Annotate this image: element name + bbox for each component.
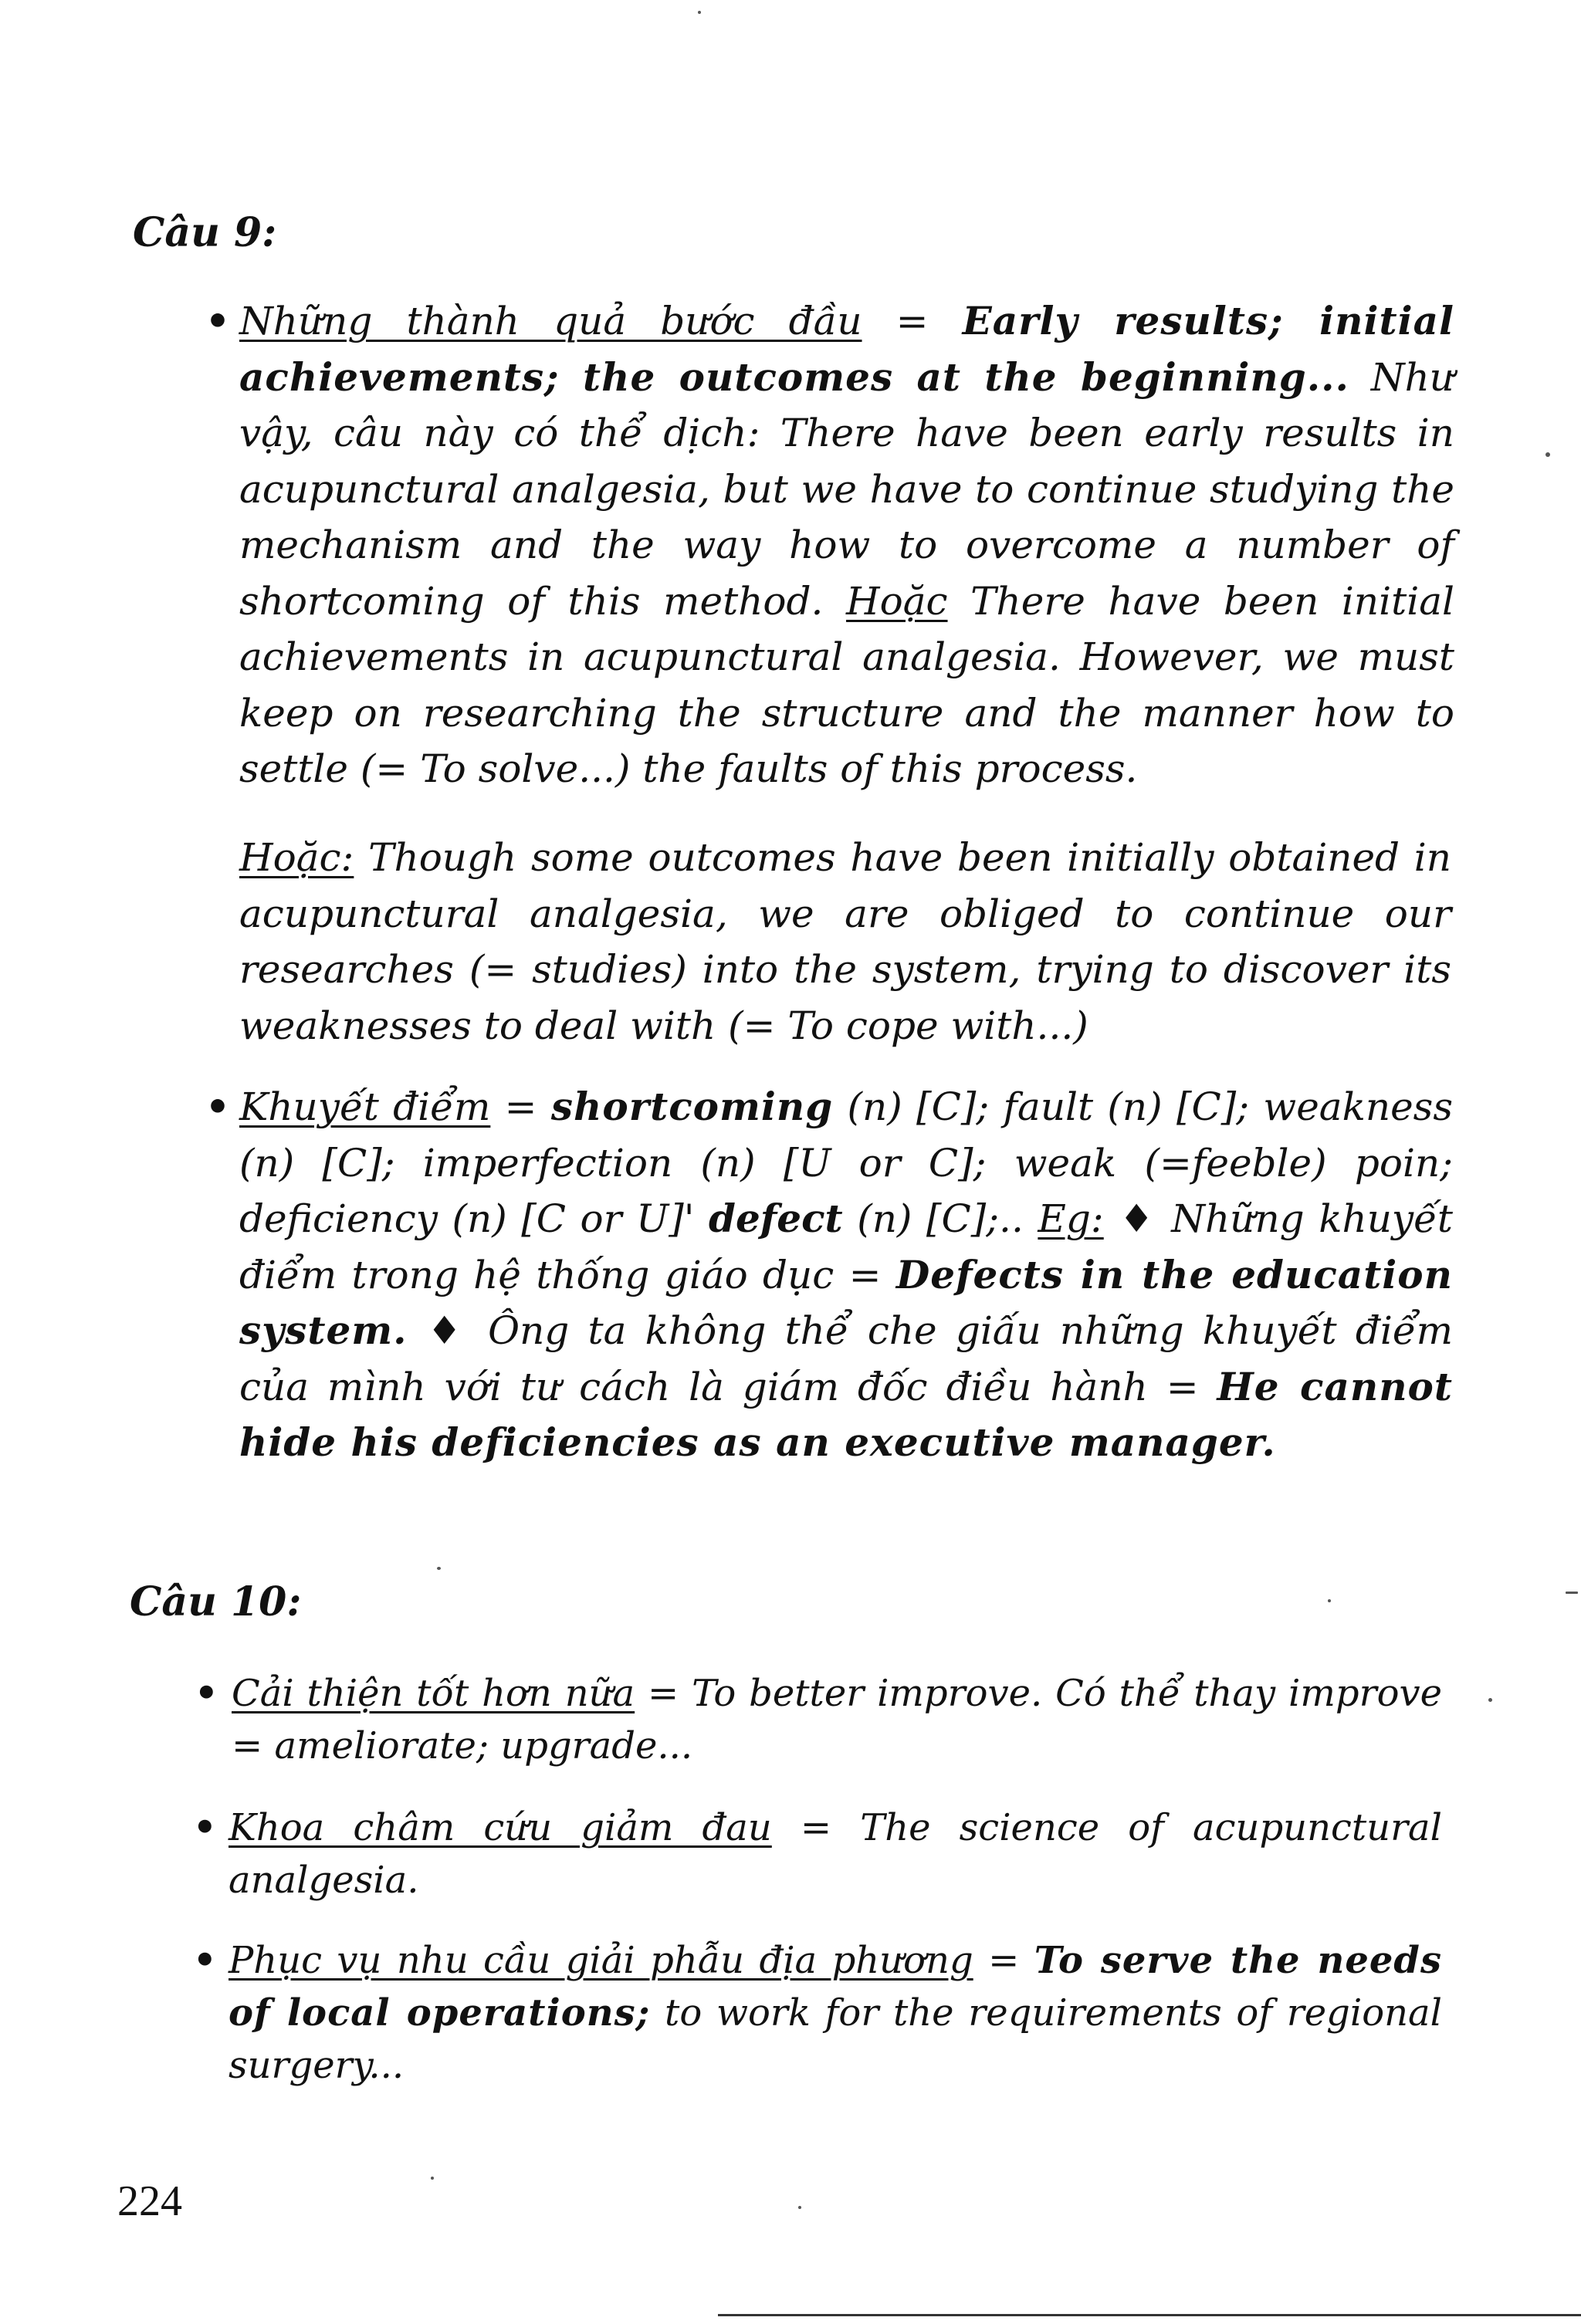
equals-sign: = — [490, 1084, 551, 1129]
english-definition: shortcoming — [550, 1084, 834, 1129]
vietnamese-term: Khoa châm cứu giảm đau — [229, 1806, 772, 1849]
section-heading-cau-10: Câu 10: — [130, 1578, 302, 1625]
bullet: • — [205, 1084, 230, 1129]
bullet-item-khuyet-diem — [205, 1079, 1454, 1471]
example-english-2: He cannot hide his deficiencies as an executive manager. — [239, 1363, 1453, 1465]
bullet-item-nhung-thanh-qua — [205, 293, 1455, 797]
bullet: • — [195, 1672, 218, 1715]
english-definition: To serve the needs of local operations; — [229, 1939, 1443, 2035]
bullet-item-phuc-vu — [193, 1934, 1443, 2092]
scan-speck — [1566, 1592, 1578, 1594]
vietnamese-term: Khuyết điểm — [239, 1084, 491, 1129]
alternative-translation-paragraph — [239, 830, 1451, 1054]
equals-sign: = — [973, 1939, 1034, 1982]
scan-speck — [431, 2177, 434, 2180]
english-definition: Early results; initial achievements; the outcomes at the beginning... — [239, 298, 1455, 400]
example-english-1: Defects in the education system. — [239, 1251, 1453, 1353]
vietnamese-term: Phục vụ nhu cầu giải phẫu địa phương — [229, 1939, 973, 1982]
translation-text: Though some outcomes have been initially obtained in acupunctural analgesia, we are obliged to continue our researches (= studies) into the system, trying to discover its weaknesses to deal with (= To cope with...) — [239, 835, 1451, 1048]
section-heading-cau-9: Câu 9: — [133, 209, 277, 256]
translation-text-alt: There have been initial achievements in acupunctural analgesia. However, we must keep on researching the structure and the manner how to settle (= To solve...) the faults of this process. — [239, 578, 1454, 791]
synonym-list-end: (n) [C];.. — [842, 1196, 1038, 1241]
translation-text: to work for the requirements of regional surgery... — [229, 1991, 1443, 2087]
vietnamese-term: Những thành quả bước đầu — [239, 299, 862, 343]
vietnamese-term: Cải thiện tốt hơn nữa — [232, 1672, 635, 1715]
translation-text: = The science of acupunctural analgesia. — [229, 1806, 1442, 1902]
bullet-item-khoa-cham-cuu — [193, 1801, 1442, 1906]
bullet: • — [205, 298, 230, 343]
translation-text: Như vậy, câu này có thể dịch: There have been early results in acupunctural analgesia, but we have to continue studying the mechanism and the way how to overcome a number of shortcoming of this method. — [239, 354, 1454, 624]
english-definition-defect: defect — [709, 1196, 843, 1241]
or-label: Hoặc: — [239, 835, 354, 880]
scan-speck — [1545, 452, 1550, 457]
bullet-item-cai-thien — [195, 1667, 1442, 1772]
scan-speck — [1328, 1599, 1331, 1602]
bullet: • — [193, 1806, 217, 1849]
example-vietnamese-1: Những khuyết điểm trong hệ thống giáo dục = — [239, 1196, 1453, 1297]
scan-speck — [698, 11, 701, 14]
synonym-list: (n) [C]; fault (n) [C]; weakness (n) [C]; imperfection (n) [U or C]; weak (=feeble) poin; deficiency (n) [C or U]' — [239, 1084, 1453, 1241]
bottom-rule-divider — [718, 2314, 1581, 2316]
equals-sign: = — [862, 299, 963, 343]
scan-speck — [1488, 1698, 1492, 1702]
scan-speck — [798, 2206, 801, 2209]
or-label: Hoặc — [846, 578, 948, 624]
example-label: Eg: — [1038, 1196, 1104, 1241]
diamond-bullet-icon: ♦ — [1103, 1196, 1172, 1241]
scan-speck — [437, 1567, 441, 1570]
diamond-bullet-icon: ♦ — [407, 1307, 489, 1353]
example-vietnamese-2: Ông ta không thể che giấu những khuyết điểm của mình với tư cách là giám đốc điều hành = — [239, 1308, 1454, 1409]
translation-text: = To better improve. Có thể thay improve = ameliorate; upgrade... — [232, 1672, 1442, 1768]
page-number: 224 — [117, 2177, 182, 2225]
bullet: • — [193, 1939, 217, 1982]
